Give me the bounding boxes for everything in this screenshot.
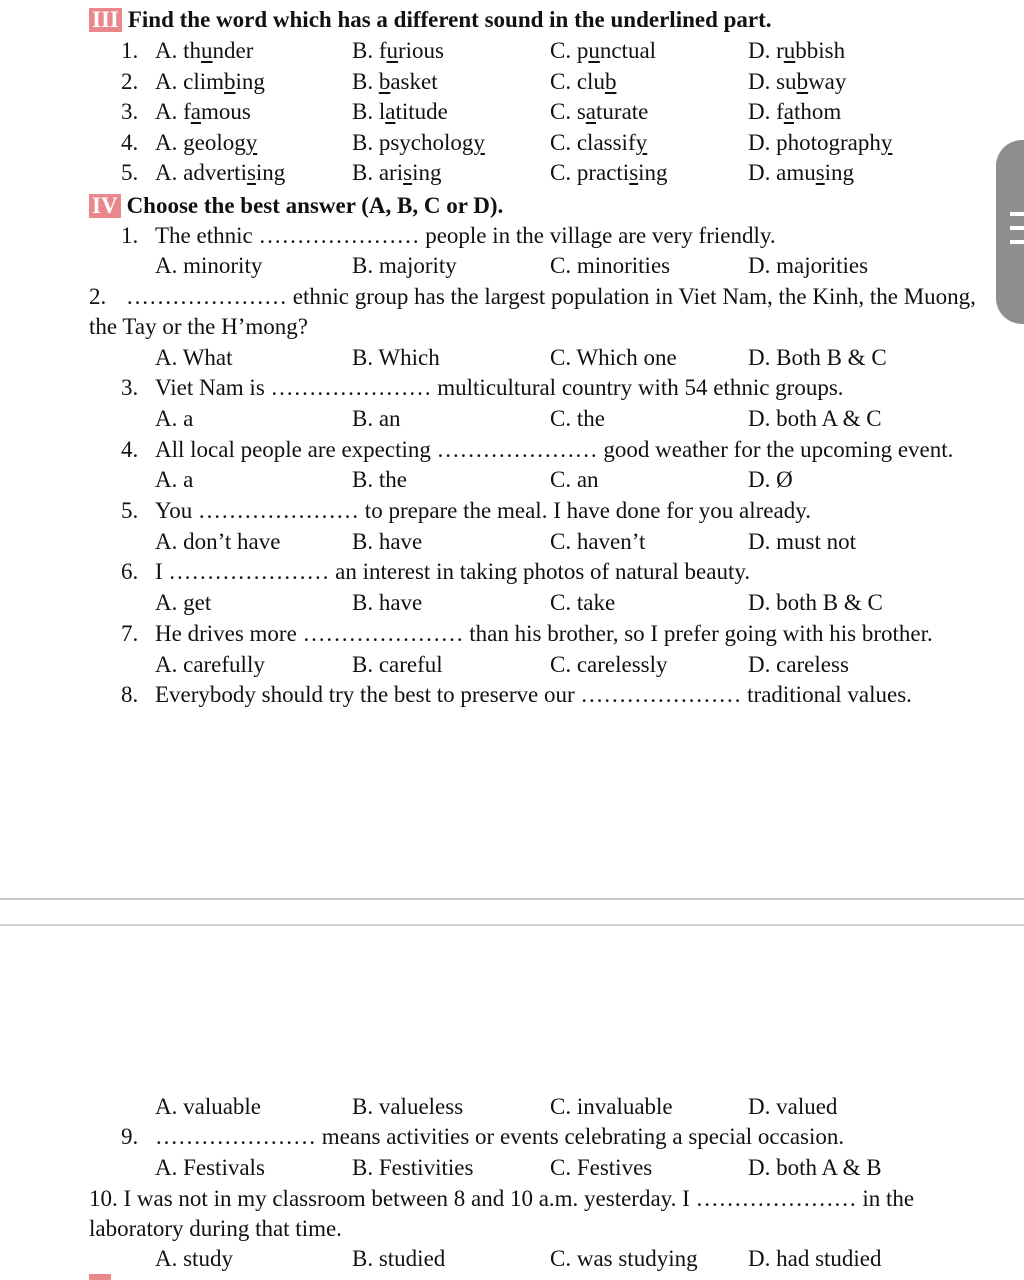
page-divider-top bbox=[0, 898, 1024, 900]
option-b[interactable]: B. latitude bbox=[352, 99, 448, 124]
question-10-continued: laboratory during that time. bbox=[89, 1216, 342, 1241]
section-3-badge: III bbox=[89, 8, 122, 32]
option-c[interactable]: C. an bbox=[550, 467, 599, 492]
question-text: I ………………… an interest in taking photos of natural beauty. bbox=[155, 559, 751, 584]
section-4-title: Choose the best answer (A, B, C or D). bbox=[126, 193, 504, 218]
option-a[interactable]: A. Festivals bbox=[155, 1155, 265, 1180]
option-b[interactable]: B. the bbox=[352, 467, 407, 492]
underlined-part: u bbox=[201, 38, 213, 63]
option-c[interactable]: C. practising bbox=[550, 160, 668, 185]
option-c[interactable]: C. invaluable bbox=[550, 1094, 673, 1119]
underlined-part: b bbox=[604, 69, 617, 94]
option-a[interactable]: A. climbing bbox=[155, 69, 265, 94]
option-c[interactable]: C. punctual bbox=[550, 38, 657, 63]
option-a[interactable]: A. get bbox=[155, 590, 212, 615]
section-4-badge: IV bbox=[89, 194, 121, 218]
menu-handle-icon[interactable] bbox=[996, 140, 1024, 324]
underlined-part: s bbox=[629, 160, 639, 185]
option-a[interactable]: A. minority bbox=[155, 253, 263, 278]
option-c[interactable]: C. minorities bbox=[550, 253, 671, 278]
option-a[interactable]: A. thunder bbox=[155, 38, 254, 63]
option-c[interactable]: C. club bbox=[550, 69, 617, 94]
option-c[interactable]: C. take bbox=[550, 590, 616, 615]
option-a[interactable]: A. a bbox=[155, 406, 194, 431]
option-a[interactable]: A. famous bbox=[155, 99, 251, 124]
option-d[interactable]: D. rubbish bbox=[748, 38, 846, 63]
question-number: 4. bbox=[121, 130, 139, 155]
option-a[interactable]: A. What bbox=[155, 345, 233, 370]
underlined-part: a bbox=[190, 99, 201, 124]
option-a[interactable]: A. advertising bbox=[155, 160, 286, 185]
section-3-title: Find the word which has a different sound in the underlined part. bbox=[127, 7, 772, 32]
option-c[interactable]: C. Festives bbox=[550, 1155, 653, 1180]
question-number: 5. bbox=[121, 498, 139, 523]
option-d[interactable]: D. amusing bbox=[748, 160, 855, 185]
question-text: Everybody should try the best to preserve our ………………… traditional values. bbox=[155, 682, 912, 707]
underlined-part: b bbox=[378, 69, 391, 94]
option-b[interactable]: B. studied bbox=[352, 1246, 446, 1271]
option-d[interactable]: D. both A & C bbox=[748, 406, 882, 431]
option-b[interactable]: B. an bbox=[352, 406, 401, 431]
option-d[interactable]: D. majorities bbox=[748, 253, 869, 278]
underlined-part: u bbox=[588, 38, 600, 63]
option-b[interactable]: B. valueless bbox=[352, 1094, 464, 1119]
option-b[interactable]: B. Festivities bbox=[352, 1155, 474, 1180]
option-c[interactable]: C. the bbox=[550, 406, 605, 431]
underlined-part: a bbox=[385, 99, 396, 124]
option-c[interactable]: C. classify bbox=[550, 130, 648, 155]
question-number: 8. bbox=[121, 682, 139, 707]
option-c[interactable]: C. Which one bbox=[550, 345, 677, 370]
option-d[interactable]: D. Both B & C bbox=[748, 345, 887, 370]
question-text: You ………………… to prepare the meal. I have done for you already. bbox=[155, 498, 811, 523]
option-b[interactable]: B. furious bbox=[352, 38, 444, 63]
question-number: 2. bbox=[89, 284, 107, 309]
question-number: 4. bbox=[121, 437, 139, 462]
underlined-part: y bbox=[245, 130, 258, 155]
option-a[interactable]: A. geology bbox=[155, 130, 258, 155]
option-a[interactable]: A. a bbox=[155, 467, 194, 492]
question-number: 7. bbox=[121, 621, 139, 646]
question-number: 5. bbox=[121, 160, 139, 185]
question-text: ………………… means activities or events celebrating a special occasion. bbox=[155, 1124, 845, 1149]
question-text: The ethnic ………………… people in the village are very friendly. bbox=[155, 223, 776, 248]
underlined-part: s bbox=[403, 160, 413, 185]
underlined-part: s bbox=[815, 160, 825, 185]
underlined-part: a bbox=[585, 99, 597, 124]
option-b[interactable]: B. have bbox=[352, 590, 423, 615]
option-a[interactable]: A. don’t have bbox=[155, 529, 281, 554]
option-d[interactable]: D. subway bbox=[748, 69, 847, 94]
option-a[interactable]: A. carefully bbox=[155, 652, 265, 677]
underlined-part: u bbox=[783, 38, 796, 63]
question-number: 2. bbox=[121, 69, 139, 94]
option-b[interactable]: B. psychology bbox=[352, 130, 485, 155]
question-number: 1. bbox=[121, 223, 139, 248]
option-d[interactable]: D. fathom bbox=[748, 99, 842, 124]
option-c[interactable]: C. haven’t bbox=[550, 529, 646, 554]
option-d[interactable]: D. photography bbox=[748, 130, 893, 155]
question-text: He drives more ………………… than his brother, so I prefer going with his brother. bbox=[155, 621, 933, 646]
question-number: 6. bbox=[121, 559, 139, 584]
underlined-part: b bbox=[224, 69, 236, 94]
option-d[interactable]: D. both A & B bbox=[748, 1155, 882, 1180]
next-section-badge bbox=[89, 1274, 111, 1280]
option-d[interactable]: D. careless bbox=[748, 652, 849, 677]
question-number: 3. bbox=[121, 375, 139, 400]
page-divider-bottom bbox=[0, 924, 1024, 926]
option-b[interactable]: B. arising bbox=[352, 160, 442, 185]
option-d[interactable]: D. both B & C bbox=[748, 590, 883, 615]
option-d[interactable]: D. had studied bbox=[748, 1246, 882, 1271]
option-b[interactable]: B. careful bbox=[352, 652, 443, 677]
option-a[interactable]: A. study bbox=[155, 1246, 233, 1271]
option-d[interactable]: D. Ø bbox=[748, 467, 793, 492]
question-number: 9. bbox=[121, 1124, 139, 1149]
option-b[interactable]: B. Which bbox=[352, 345, 440, 370]
question-number: 1. bbox=[121, 38, 139, 63]
option-b[interactable]: B. have bbox=[352, 529, 423, 554]
question-10: 10. I was not in my classroom between 8 and 10 a.m. yesterday. I ………………… in the bbox=[89, 1186, 915, 1211]
section-4-heading bbox=[89, 191, 503, 221]
option-c[interactable]: C. carelessly bbox=[550, 652, 668, 677]
underlined-part: y bbox=[635, 130, 648, 155]
question-text: All local people are expecting ………………… good weather for the upcoming event. bbox=[155, 437, 954, 462]
question-2 bbox=[89, 282, 976, 312]
underlined-part: u bbox=[386, 38, 398, 63]
underlined-part: a bbox=[783, 99, 794, 124]
question-number: 3. bbox=[121, 99, 139, 124]
option-d[interactable]: D. must not bbox=[748, 529, 856, 554]
question-text: Viet Nam is ………………… multicultural country with 54 ethnic groups. bbox=[155, 375, 844, 400]
underlined-part: y bbox=[880, 130, 893, 155]
option-b[interactable]: B. majority bbox=[352, 253, 457, 278]
underlined-part: b bbox=[796, 69, 809, 94]
option-c[interactable]: C. saturate bbox=[550, 99, 649, 124]
option-c[interactable]: C. was studying bbox=[550, 1246, 698, 1271]
underlined-part: y bbox=[473, 130, 485, 155]
question-text: ………………… ethnic group has the largest population in Viet Nam, the Kinh, the Muong, bbox=[126, 284, 976, 309]
section-3-heading bbox=[89, 5, 772, 35]
option-b[interactable]: B. basket bbox=[352, 69, 438, 94]
option-d[interactable]: D. valued bbox=[748, 1094, 838, 1119]
option-a[interactable]: A. valuable bbox=[155, 1094, 262, 1119]
underlined-part: s bbox=[246, 160, 256, 185]
question-2-continued: the Tay or the H’mong? bbox=[89, 314, 308, 339]
